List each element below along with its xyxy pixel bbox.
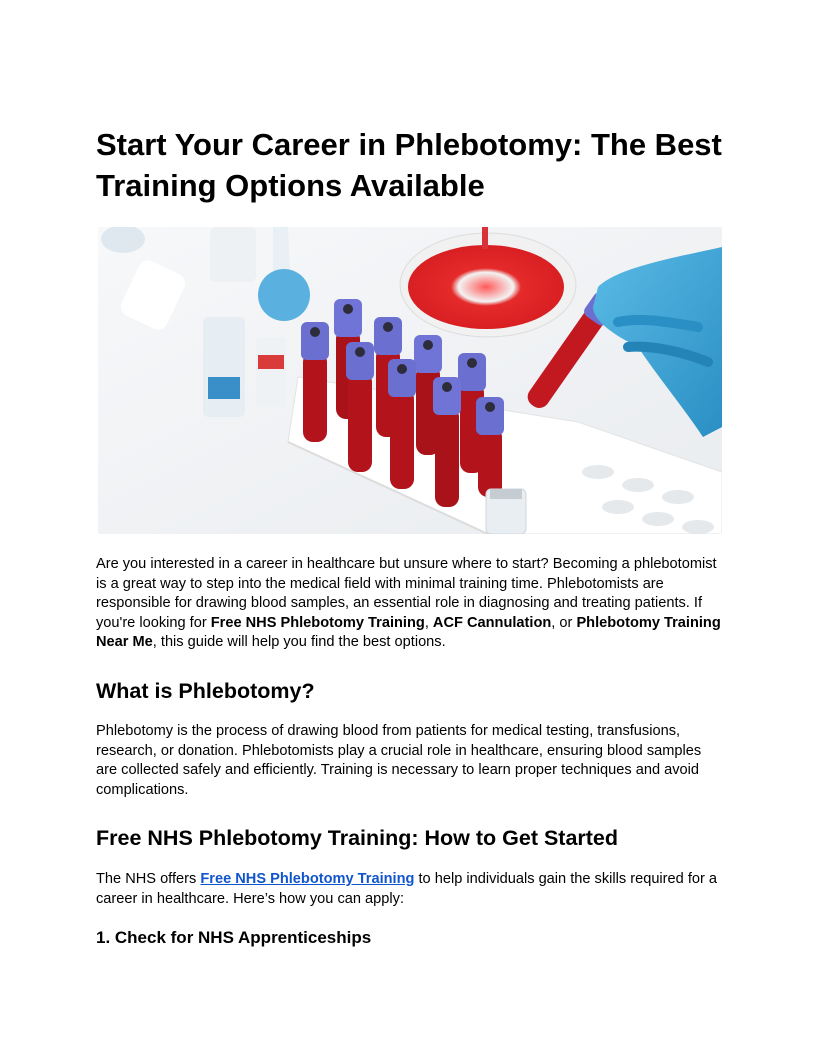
section2-paragraph <box>96 870 724 909</box>
hero-image-blood-tubes <box>98 227 722 534</box>
intro-bold-near-me: Phlebotomy Training Near Me <box>96 614 721 650</box>
intro-bold-free-nhs: Free NHS Phlebotomy Training <box>210 614 425 631</box>
section1-paragraph: Phlebotomy is the process of drawing blood from patients for medical testing, transfusions, research, or donation. Phlebotomists play a crucial role in healthcare, ensuring blood samples are collected safely and efficiently. Training is necessary to learn proper techniques and avoid complications. <box>96 723 702 798</box>
section-heading-free-nhs: Free NHS Phlebotomy Training: How to Get Started <box>96 826 619 850</box>
subheading-apprenticeships: 1. Check for NHS Apprenticeships <box>96 928 372 947</box>
intro-text-4: , this guide will help you find the best options. <box>152 634 446 650</box>
page-title: Start Your Career in Phlebotomy: The Best Training Options Available <box>96 127 722 203</box>
intro-paragraph <box>96 555 724 653</box>
section2-text-2: to help individuals gain the skills required for a career in healthcare. Here’s how you can apply: <box>96 871 718 907</box>
section2-text-1: The NHS offers <box>96 871 201 887</box>
blood-tubes-illustration <box>98 227 722 534</box>
intro-text-1: Are you interested in a career in healthcare but unsure where to start? Becoming a phlebotomist is a great way to step into the medical field with minimal training time. Phlebotomists are responsible for drawing blood samples, an essential role in diagnosing and treating patients. If you're looking for <box>96 556 717 631</box>
intro-text-3: , or <box>551 614 577 631</box>
intro-bold-acf: ACF Cannulation <box>432 614 552 631</box>
section-heading-what-is: What is Phlebotomy? <box>96 679 315 703</box>
intro-text-2: , <box>424 614 433 631</box>
free-nhs-training-link[interactable]: Free NHS Phlebotomy Training <box>200 871 415 887</box>
